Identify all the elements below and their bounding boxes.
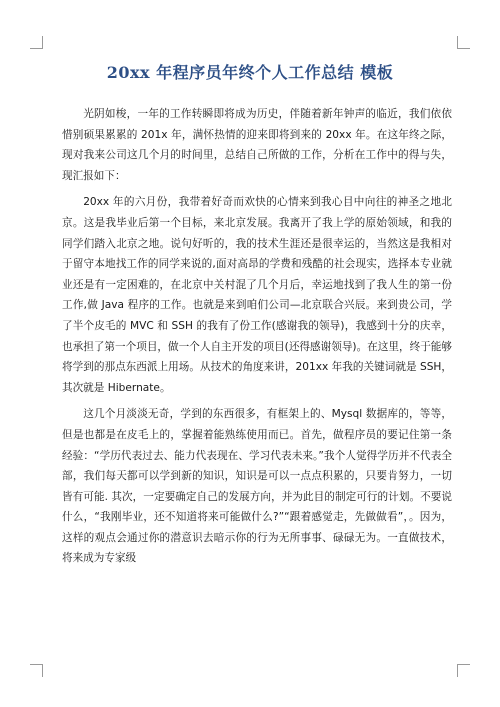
paragraph-intro: 光阴如梭，一年的工作转瞬即将成为历史，伴随着新年钟声的临近，我们依依惜别硕果累累的 201x 年，满怀热情的迎来即将到来的 20xx 年。在这年终之际，现对我来公司这几个月的时间里，总结自己所做的工作，分析在工作中的得与失，现汇报如下： xyxy=(62,108,452,182)
crop-mark-bottom-left xyxy=(30,664,43,677)
document-title: 20xx 年程序员年终个人工作总结 模板 xyxy=(106,63,394,82)
crop-mark-top-right xyxy=(457,36,470,49)
paragraph-career-start: 20xx 年的六月份，我带着好奇而欢快的心情来到我心目中向往的神圣之地北京。这是我毕业后第一个目标，来北京发展。我离开了我上学的原始领域，和我的同学们踏入北京之地。说句好听的，我的技术生涯还是很幸运的，当然这是我相对于留守本地找工作的同学来说的,面对高昂的学费和残酷的社会现实，选择本专业就业还是有一定困难的，在北京中关村混了几个月后，幸运地找到了我人生的第一份工作,做 Java 程序的工作。也就是来到咱们公司—北京联合兴辰。来到贵公司，学了半个皮毛的 MVC 和 SSH 的我有了份工作(感谢我的领导)，我感到十分的庆幸，也承担了第一个项目，做一个人自主开发的项目(还得感谢领导)。在这里，终于能够将学到的那点东西派上用场。从技术的角度来讲，201xx 年我的关键词就是 SSH，其次就是 Hibernate。 xyxy=(62,196,452,394)
crop-mark-bottom-right xyxy=(457,664,470,677)
document-body xyxy=(62,104,452,575)
paragraph-lessons: 这几个月淡淡无奇，学到的东西很多，有框架上的、Mysql 数据库的，等等，但是也都是在皮毛上的，掌握着能熟练使用而已。首先，做程序员的要记住第一条经验：“学历代表过去、能力代表现在、学习代表未来。”我个人觉得学历并不代表全部，我们每天都可以学到新的知识，知识是可以一点点积累的，只要肯努力，一切皆有可能. 其次，一定要确定自己的发展方向，并为此目的制定可行的计划。不要说什么，“我刚毕业，还不知道将来可能做什么?”“跟着感觉走，先做做看”，。因为，这样的观点会通过你的潜意识去暗示你的行为无所事事、碌碌无为。一直做技术，将来成为专家级 xyxy=(62,408,452,565)
crop-mark-top-left xyxy=(30,36,43,49)
